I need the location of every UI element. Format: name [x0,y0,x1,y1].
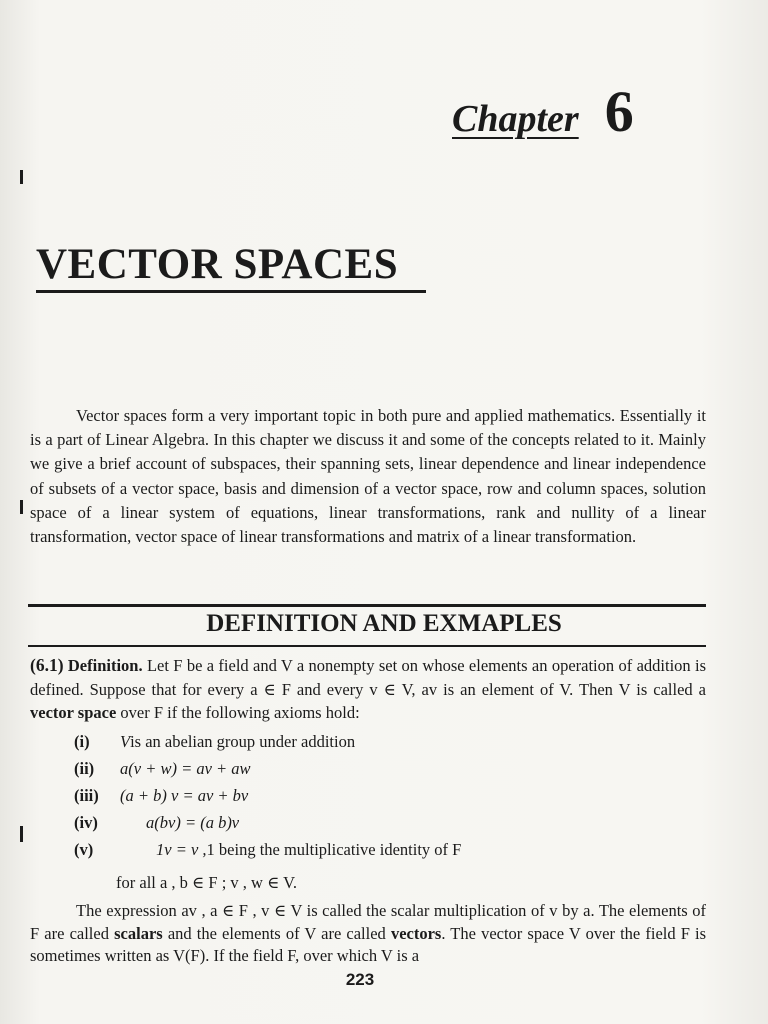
title-underline [36,290,426,293]
chapter-label: Chapter [452,98,579,140]
margin-mark [20,826,23,842]
axiom-number: (ii) [74,758,95,778]
axiom-item [74,782,461,809]
scalar-text-3: . The vector space V over the field F is sometimes written as V(F). If the field F, over which V is a [30,923,707,965]
axiom-expression: a(bv) = (a b)v [146,812,240,832]
chapter-title: VECTOR SPACES [36,241,399,288]
definition-text-before: Let F be a field and V a nonempty set on whose elements an operation of addition is defined. Suppose that for every a ∈ F and every v ∈ V, av is an element of V. Then V is called a [30,656,707,699]
definition-label: Definition. [67,656,143,675]
page-number: 223 [345,970,375,989]
axiom-number: (v) [74,839,94,859]
axiom-expression: 1v = v , [156,839,207,859]
definition-paragraph [30,654,706,725]
chapter-number: 6 [604,79,634,144]
axiom-item [74,755,461,782]
axiom-expression: a(v + w) = av + aw [120,758,251,778]
axiom-item [74,728,461,755]
axiom-list [74,728,461,863]
axiom-tail: 1 being the multiplicative identity of F [206,839,462,859]
quantifier-line: for all a , b ∈ F ; v , w ∈ V. [116,873,298,892]
scalar-text-1: The expression av , a ∈ F , v ∈ V is called the scalar multiplication of v by a. The elements of F are called [30,901,706,943]
intro-text: Vector spaces form a very important topic in both pure and applied mathematics. Essentially it is a part of Linear Algebra. In this chapter we discuss it and some of the concepts related to it. Mainly we give a brief account of subspaces, their spanning sets, linear dependence and linear independence of subsets of a vector space, basis and dimension of a vector space, row and column spaces, solution space of a linear system of equations, linear transformations, rank and nullity of a linear transformation, vector space of linear transformations and matrix of a linear transformation. [30,406,706,547]
axiom-tail: is an abelian group under addition [130,731,356,751]
axiom-number: (i) [74,731,90,751]
chapter-heading [452,78,634,145]
scalars-term: scalars [114,923,163,943]
scalar-text-2: and the elements of V are called [167,923,386,943]
axiom-expression: V [120,731,131,751]
definition-number: (6.1) [30,655,64,675]
margin-mark [20,500,23,514]
section-rule-bottom [28,645,706,647]
definition-term: vector space [30,703,117,722]
scalar-paragraph [30,900,706,968]
axiom-item [74,836,461,863]
axiom-number: (iv) [74,812,98,832]
axiom-expression: (a + b) v = av + bv [120,785,249,805]
section-heading: DEFINITION AND EXMAPLES [206,610,562,637]
vectors-term: vectors [390,923,442,943]
axiom-number: (iii) [74,785,99,805]
margin-mark [20,170,23,184]
axiom-item [74,809,461,836]
definition-text-after: over F if the following axioms hold: [120,703,360,722]
section-rule-top [28,604,706,607]
intro-paragraph [30,404,706,549]
